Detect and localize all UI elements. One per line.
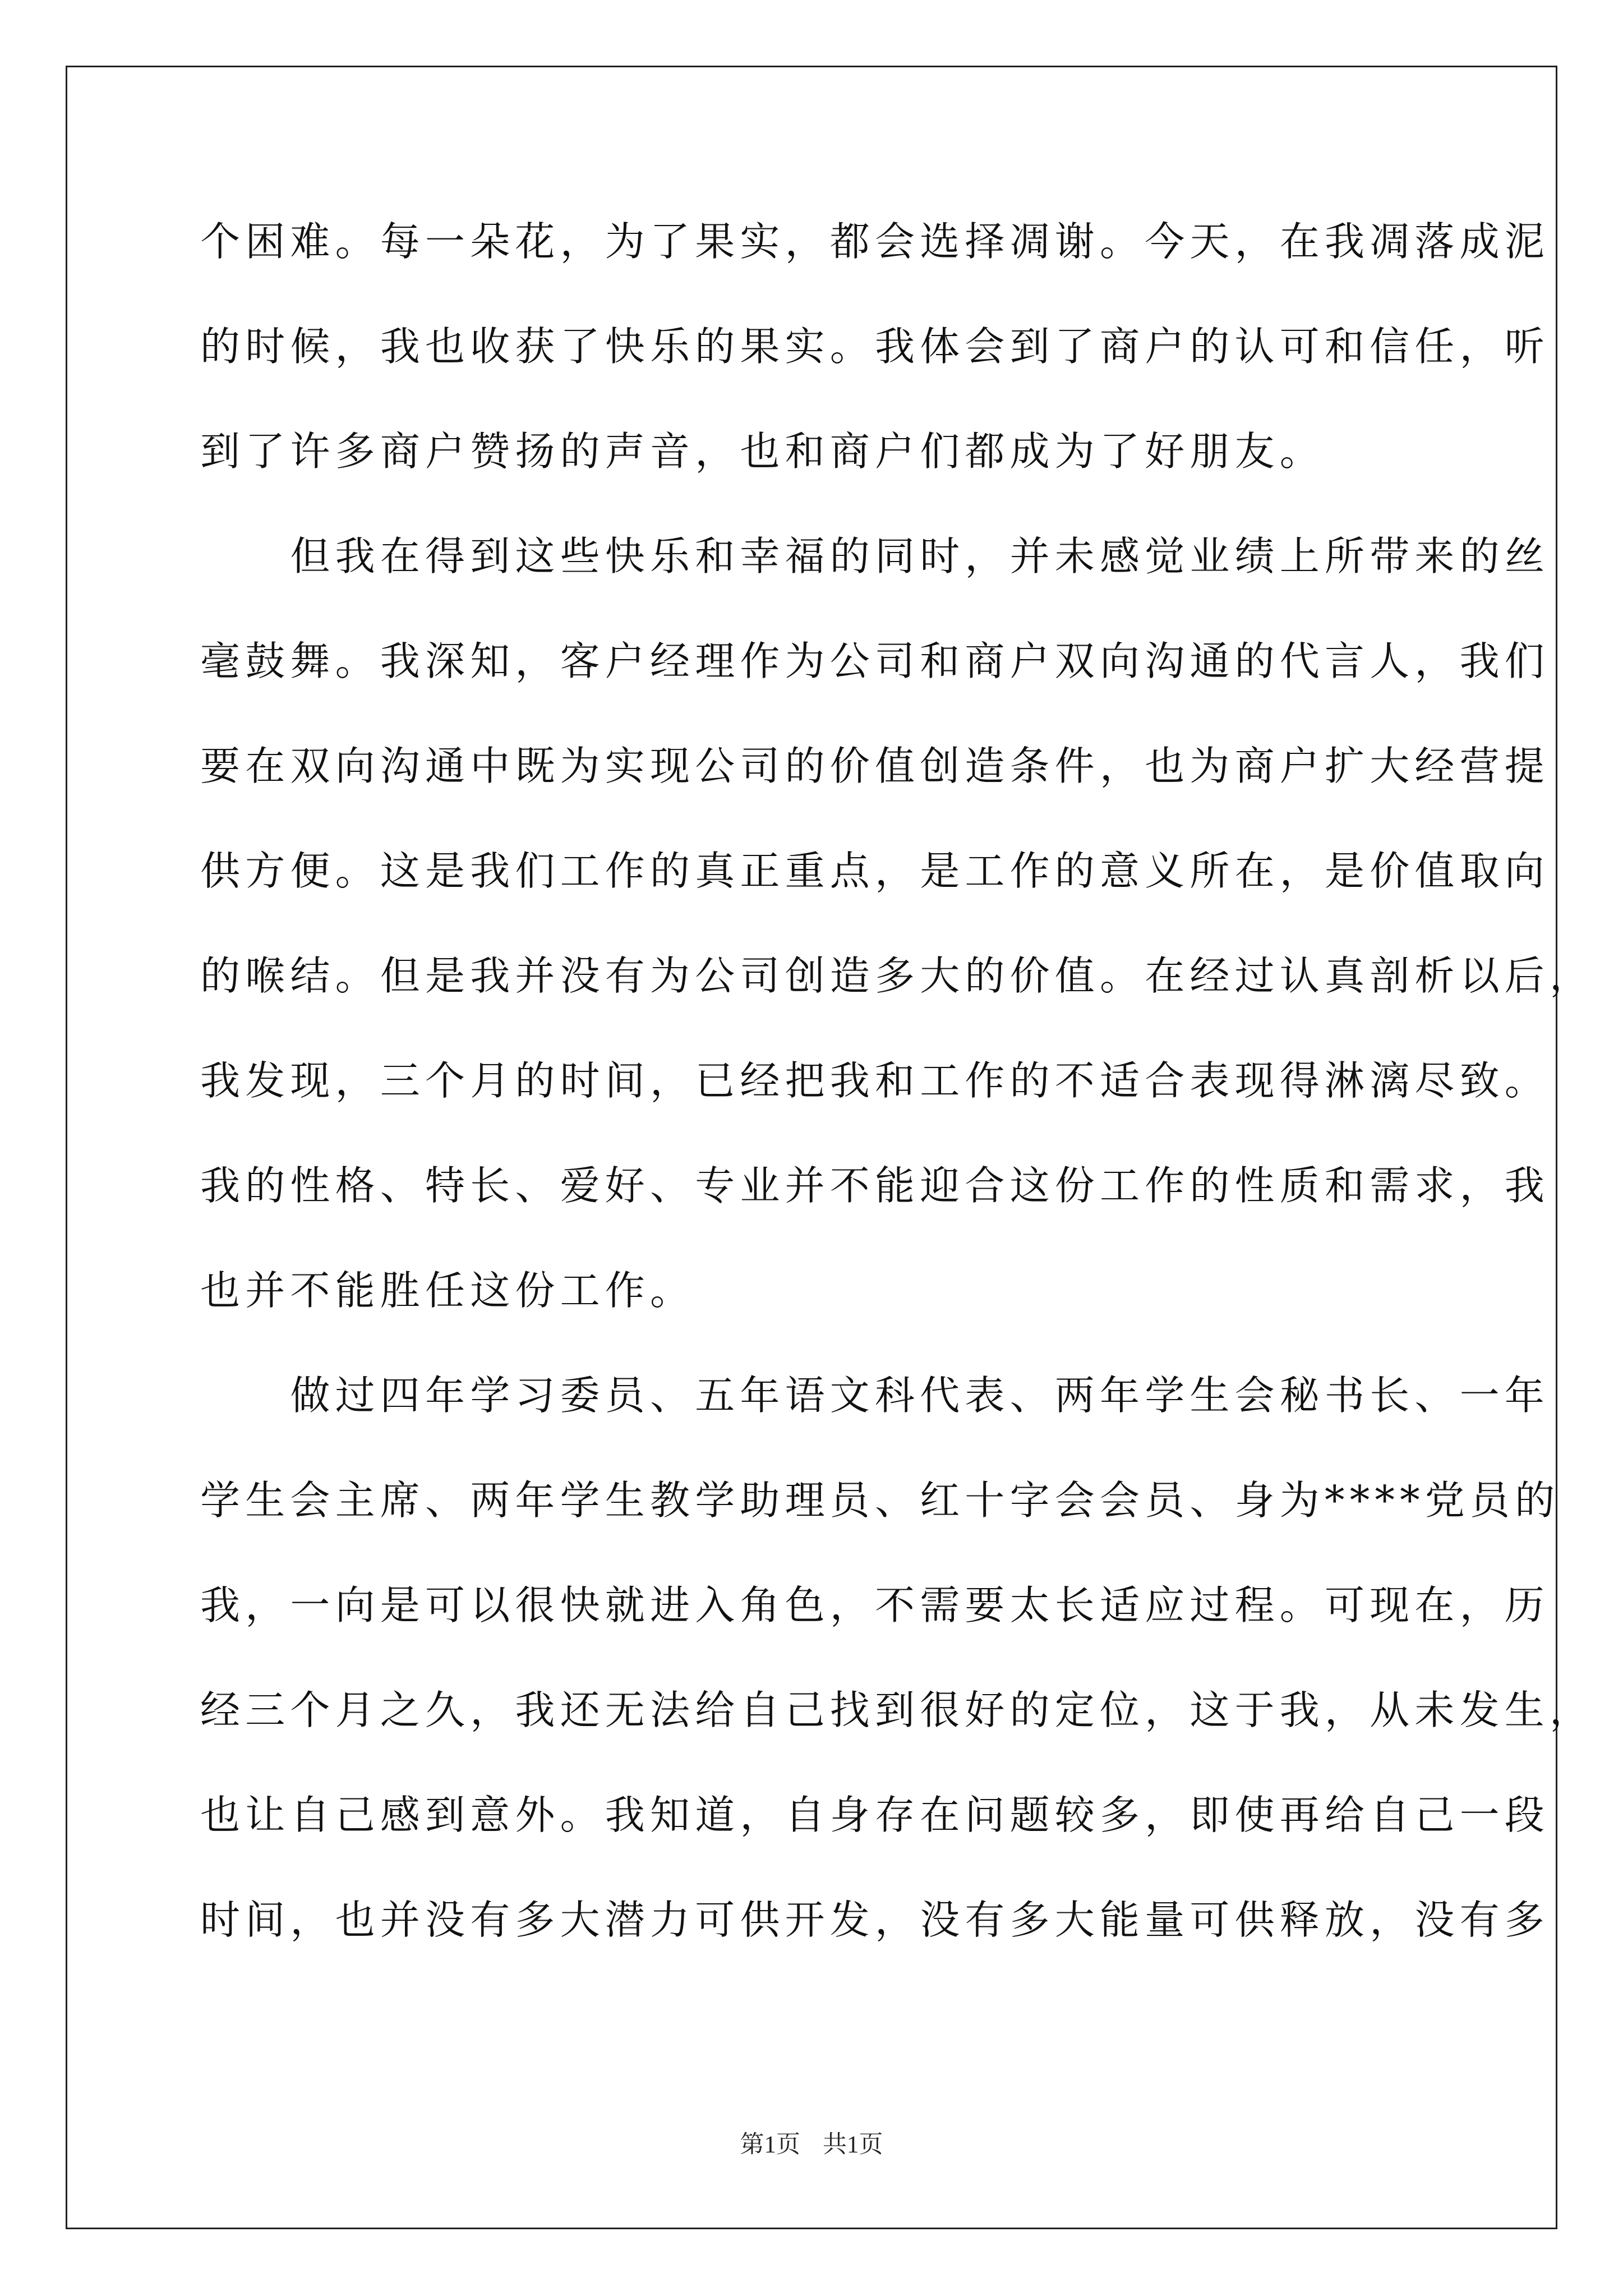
text-line: 也并不能胜任这份工作。 <box>200 1267 695 1314</box>
document-body <box>200 218 1595 2004</box>
text-line: 要在双向沟通中既为实现公司的价值创造条件，也为商户扩大经营提 <box>200 743 1550 789</box>
text-line: 做过四年学习委员、五年语文科代表、两年学生会秘书长、一年 <box>200 1372 1550 1419</box>
text-line: 我，一向是可以很快就进入角色，不需要太长适应过程。可现在，历 <box>200 1582 1550 1628</box>
text-line: 的喉结。但是我并没有为公司创造多大的价值。在经过认真剖析以后， <box>200 953 1595 999</box>
text-line: 供方便。这是我们工作的真正重点，是工作的意义所在，是价值取向 <box>200 848 1550 894</box>
text-line: 经三个月之久，我还无法给自己找到很好的定位，这于我，从未发生， <box>200 1687 1595 1733</box>
text-line: 我的性格、特长、爱好、专业并不能迎合这份工作的性质和需求，我 <box>200 1162 1550 1209</box>
text-line: 个困难。每一朵花，为了果实，都会选择凋谢。今天，在我凋落成泥 <box>200 218 1550 265</box>
text-line: 也让自己感到意外。我知道，自身存在问题较多，即使再给自己一段 <box>200 1792 1550 1838</box>
text-line: 我发现，三个月的时间，已经把我和工作的不适合表现得淋漓尽致。 <box>200 1057 1550 1104</box>
page-number: 第1页 <box>740 2132 800 2158</box>
text-line: 的时候，我也收获了快乐的果实。我体会到了商户的认可和信任，听 <box>200 323 1550 370</box>
text-line: 毫鼓舞。我深知，客户经理作为公司和商户双向沟通的代言人，我们 <box>200 638 1550 684</box>
text-line: 时间，也并没有多大潜力可供开发，没有多大能量可供释放，没有多 <box>200 1897 1550 1943</box>
text-line: 到了许多商户赞扬的声音，也和商户们都成为了好朋友。 <box>200 428 1325 475</box>
text-line: 学生会主席、两年学生教学助理员、红十字会会员、身为****党员的 <box>200 1477 1560 1524</box>
page-footer <box>0 2132 1623 2159</box>
page-total: 共1页 <box>823 2132 883 2158</box>
text-line: 但我在得到这些快乐和幸福的同时，并未感觉业绩上所带来的丝 <box>200 533 1550 579</box>
